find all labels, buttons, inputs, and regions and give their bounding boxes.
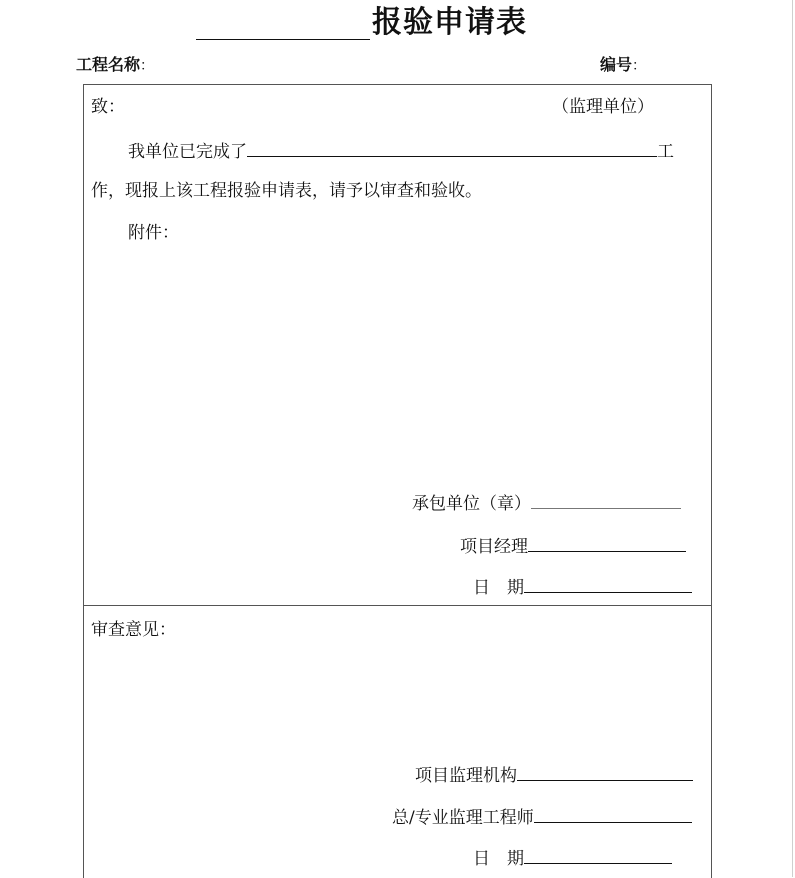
project-manager-row bbox=[460, 533, 686, 559]
page-title: 报验申请表 bbox=[372, 5, 527, 40]
contractor-signature-row bbox=[412, 490, 681, 516]
title-blank-line bbox=[196, 39, 370, 40]
contractor-label: 承包单位（章） bbox=[412, 494, 531, 514]
review-date-blank[interactable] bbox=[524, 845, 672, 864]
contractor-blank[interactable] bbox=[531, 490, 681, 509]
project-name-label bbox=[76, 54, 154, 77]
request-section bbox=[83, 84, 712, 605]
request-date-blank[interactable] bbox=[524, 574, 692, 593]
request-statement: 作，现报上该工程报验申请表，请予以审查和验收。 bbox=[91, 181, 482, 201]
supervising-engineer-blank[interactable] bbox=[534, 804, 692, 823]
supervision-agency-row bbox=[415, 762, 693, 788]
attachment-label: 附件： bbox=[128, 223, 179, 243]
supervisor-unit-label: （监理单位） bbox=[552, 97, 654, 117]
completed-work-line bbox=[128, 138, 674, 164]
supervision-agency-blank[interactable] bbox=[517, 762, 693, 781]
request-date-label: 日 期 bbox=[473, 578, 524, 598]
project-name-text: 工程名称 bbox=[76, 55, 141, 74]
completed-work-suffix: 工 bbox=[657, 142, 674, 162]
supervising-engineer-label: 总/专业监理工程师 bbox=[392, 808, 534, 828]
number-colon: ： bbox=[632, 58, 647, 74]
review-date-label: 日 期 bbox=[473, 849, 524, 869]
project-name-colon: ： bbox=[140, 58, 155, 74]
title-row bbox=[0, 4, 795, 44]
number-text: 编号 bbox=[600, 55, 633, 74]
review-section bbox=[83, 605, 712, 878]
number-label bbox=[600, 54, 646, 77]
completed-work-blank[interactable] bbox=[247, 138, 657, 157]
review-date-row bbox=[473, 845, 672, 871]
supervision-agency-label: 项目监理机构 bbox=[415, 766, 517, 786]
project-manager-blank[interactable] bbox=[528, 533, 686, 552]
supervising-engineer-row bbox=[392, 804, 692, 830]
page-edge bbox=[792, 0, 793, 877]
to-label: 致： bbox=[91, 97, 125, 117]
completed-work-prefix: 我单位已完成了 bbox=[128, 142, 247, 162]
project-manager-label: 项目经理 bbox=[460, 537, 528, 557]
request-date-row bbox=[473, 574, 692, 600]
review-opinion-label: 审查意见： bbox=[91, 620, 176, 640]
